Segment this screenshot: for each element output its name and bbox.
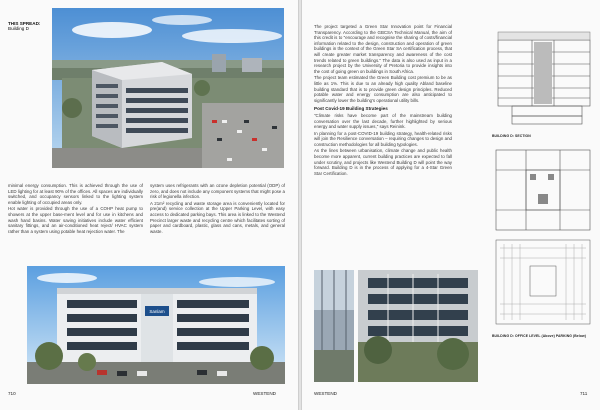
paragraph: The project targeted a Green Star Innovation point for Financial Transparency. According to the GBCSA Technical Manual, the aim of this credit is to "encourage and recognise the sharing of costs/financial information related to the design, construction and operation of green buildings in the context of the Green Star SA certification process, that will create greater market transparency and awareness of the cost trends related to green buildings." The data is also used as input in a research project by the University of Pretoria to provide insights into the cost of going green on buildings in South Africa.	[314, 24, 452, 74]
right-folio-name: WESTEND	[314, 391, 337, 396]
section-heading: Post Covid-19 Building Strategies	[314, 106, 388, 112]
interior-photo-left	[314, 270, 354, 382]
left-text-col-1	[8, 183, 143, 235]
left-folio-name: WESTEND	[253, 391, 276, 396]
kicker-title: THIS SPREAD:	[8, 21, 41, 26]
right-page	[302, 0, 600, 410]
paragraph: "Climate risks have become part of the mainstream building conversation over the last decade, further highlighted by serious energy and water supply issues," says Reinink.	[314, 112, 452, 130]
kicker-sub: Building D	[8, 26, 29, 32]
paragraph: Hot water is provided through the use of a COHP heat pump to showers at the upper base-ment level and for use in kitchens and wash hand basins. Water saving initiatives include water efficient sanitary fittings, and an air-conditioned heat reject/ HVAC system rather than a system using potable heat rejection water. The	[8, 206, 143, 234]
sign-text: Sanlam	[149, 309, 165, 314]
paragraph: minimal energy consumption. This is achieved through the use of LED lighting for at least 90% of the offices. All spaces are individually switched, and occupancy sensors linked to the lighting system enable lighting of occupied areas only.	[8, 183, 143, 205]
aerial-photo	[52, 8, 284, 168]
paragraph: As the lines between urbanisation, climate change and public health become more apparent, current building practices are expected to fall under scrutiny, and projects like Westend Building D will point the way forward. Building D is in the process of applying for a 4-Star Green Star Certification.	[314, 148, 452, 176]
facade-photo	[27, 266, 285, 384]
paragraph: The project team estimated the Green Building cost premium to be as little as 1%. This is due to an already high quality Abland baseline building standard that is to provide green design principles. Reduced potable water and energy consumption are also anticipated to significantly lower the building's operational utility bills.	[314, 75, 452, 103]
section-drawing	[492, 22, 596, 130]
right-text-col	[314, 24, 452, 177]
section-caption: BUILDING D: SECTION	[492, 134, 531, 138]
paragraph: A 21m² recycling and waste storage area is conveniently located for pre(and) service collection at the Upper Parking Level, with easy access to dedicated parking bays. This area is linked to the Westend Precinct larger waste and recycling centre which facilitates sorting of paper and cardboard, plastic, glass and cans, metals, and general waste.	[150, 200, 285, 234]
left-folio-number: 710	[8, 391, 16, 396]
spread-kicker	[8, 21, 40, 32]
plan-drawing	[490, 144, 596, 330]
exterior-photo-right	[358, 270, 478, 382]
paragraph: In planning for a post-COVID-19 building strategy, health-related risks will join the Resilience conversation – requiring changes to design and construction methodologies for all building typologies.	[314, 130, 452, 147]
left-page	[0, 0, 298, 410]
left-text-col-2	[150, 183, 285, 235]
right-folio-number: 711	[580, 391, 588, 396]
paragraph: system uses refrigerants with an ozone depletion potential (ODP) of zero, and does not include any component systems that might pose a risk of legionella infection.	[150, 183, 285, 200]
plan-caption: BUILDING D: OFFICE LEVEL (Above) PARKING (Below)	[492, 334, 586, 338]
